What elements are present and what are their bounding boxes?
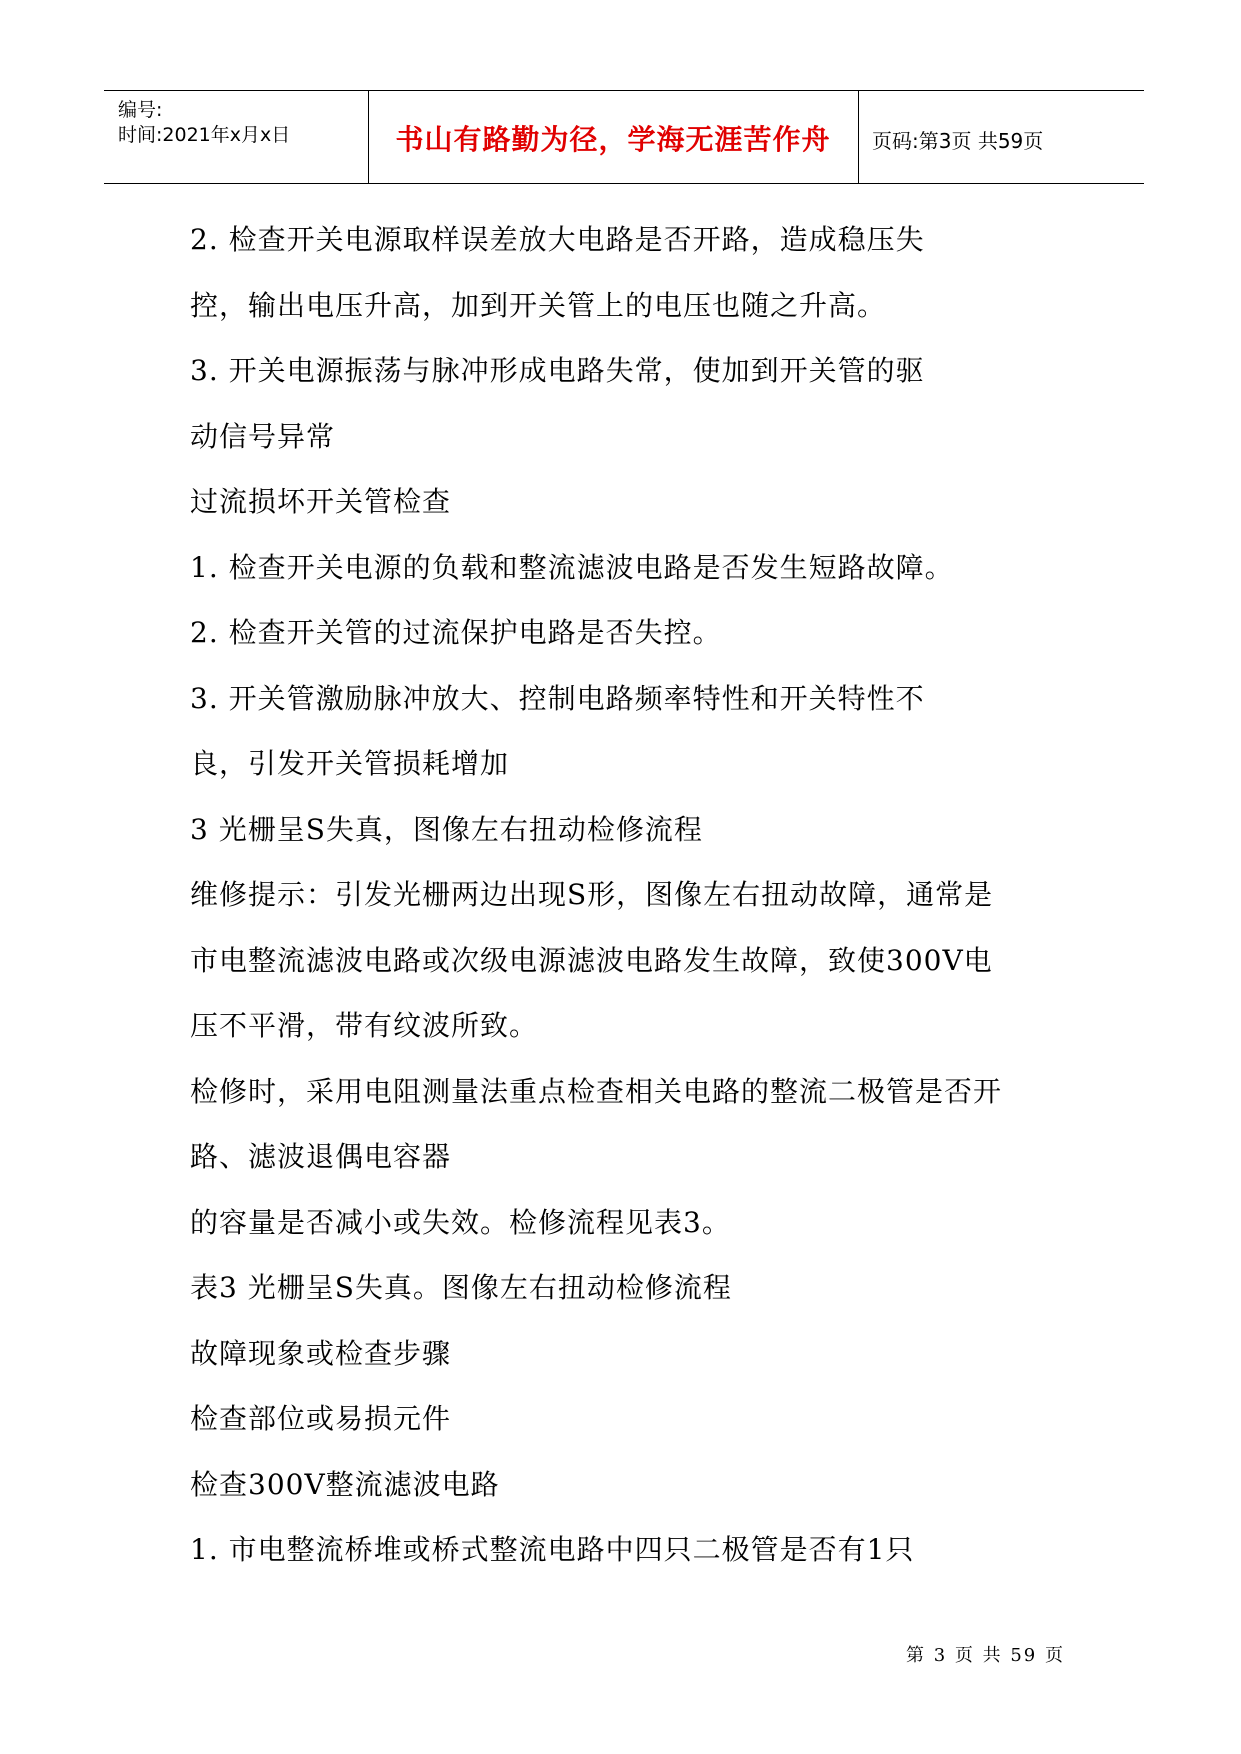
body-line: 3. 开关电源振荡与脉冲形成电路失常，使加到开关管的驱 bbox=[190, 354, 925, 387]
document-code-label: 编号: bbox=[118, 99, 163, 121]
page-header bbox=[104, 90, 1144, 184]
body-line: 3. 开关管激励脉冲放大、控制电路频率特性和开关特性不 bbox=[190, 681, 925, 715]
body-line: 市电整流滤波电路或次级电源滤波电路发生故障，致使300V电 bbox=[190, 943, 993, 977]
body-line: 2. 检查开关管的过流保护电路是否失控。 bbox=[190, 616, 722, 649]
body-line: 1. 检查开关电源的负载和整流滤波电路是否发生短路故障。 bbox=[190, 550, 954, 584]
body-line: 的容量是否减小或失效。检修流程见表3。 bbox=[190, 1205, 731, 1239]
page-footer-number: 第 3 页 共 59 页 bbox=[906, 1645, 1065, 1666]
header-motto-cell bbox=[368, 91, 859, 183]
body-line: 控，输出电压升高，加到开关管上的电压也随之升高。 bbox=[190, 288, 887, 322]
header-page-cell bbox=[858, 91, 1144, 183]
body-line: 检查300V整流滤波电路 bbox=[190, 1467, 500, 1501]
body-line: 过流损坏开关管检查 bbox=[190, 485, 452, 518]
body-line: 检查部位或易损元件 bbox=[190, 1402, 452, 1435]
body-line: 检修时，采用电阻测量法重点检查相关电路的整流二极管是否开 bbox=[190, 1074, 1003, 1108]
header-info-cell bbox=[104, 91, 369, 183]
body-line: 动信号异常 bbox=[190, 419, 336, 453]
body-line: 维修提示：引发光栅两边出现S形，图像左右扭动故障，通常是 bbox=[190, 878, 994, 911]
body-line: 故障现象或检查步骤 bbox=[190, 1336, 452, 1370]
body-line: 路、滤波退偶电容器 bbox=[190, 1140, 452, 1173]
body-line: 表3 光栅呈S失真。图像左右扭动检修流程 bbox=[190, 1271, 732, 1304]
body-line: 3 光栅呈S失真，图像左右扭动检修流程 bbox=[190, 812, 703, 846]
header-motto: 书山有路勤为径，学海无涯苦作舟 bbox=[395, 123, 831, 156]
body-line: 良，引发开关管损耗增加 bbox=[190, 747, 510, 780]
body-line: 2. 检查开关电源取样误差放大电路是否开路，造成稳压失 bbox=[190, 223, 925, 256]
body-line: 压不平滑，带有纹波所致。 bbox=[190, 1009, 539, 1042]
document-body bbox=[190, 218, 1090, 1594]
body-line: 1. 市电整流桥堆或桥式整流电路中四只二极管是否有1只 bbox=[190, 1533, 915, 1566]
header-page-code: 页码:第3页 共59页 bbox=[872, 129, 1044, 153]
document-time-label: 时间:2021年x月x日 bbox=[118, 124, 291, 146]
